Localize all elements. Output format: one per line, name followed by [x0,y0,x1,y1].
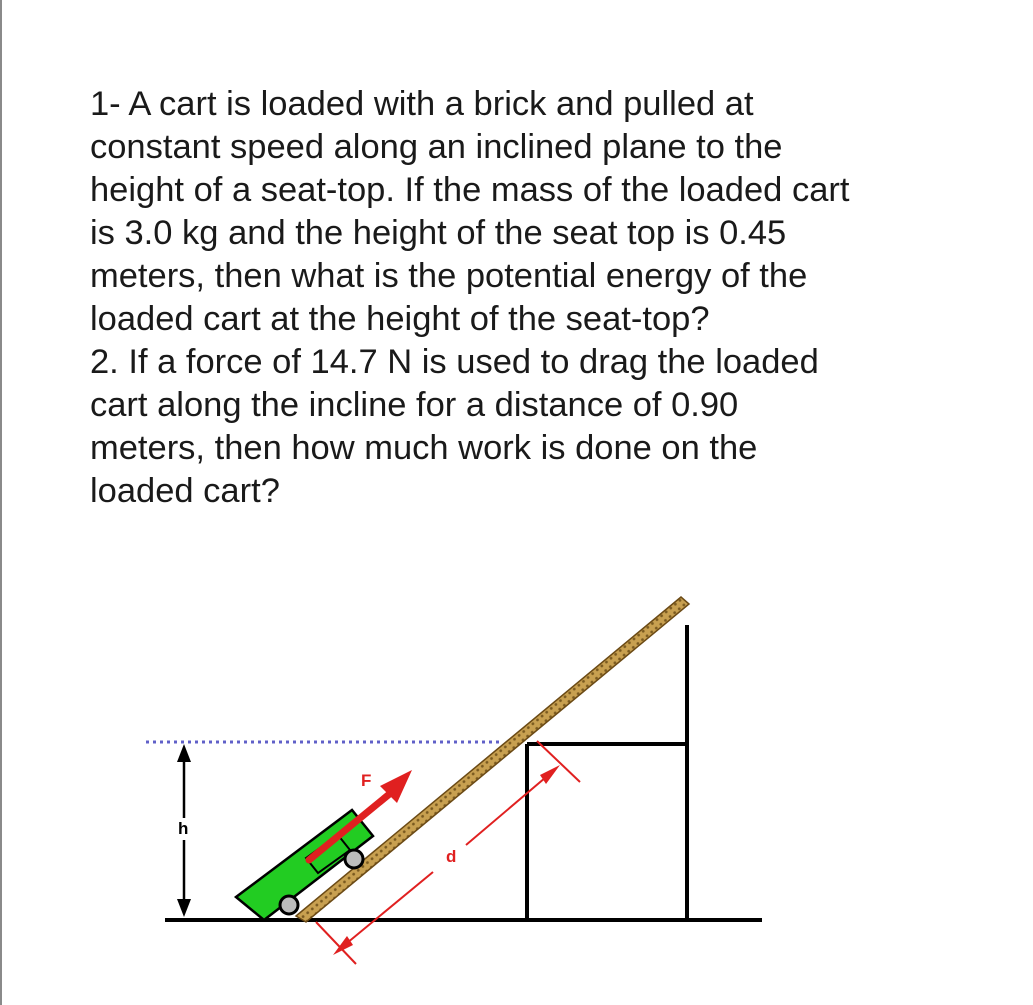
problem-line: is 3.0 kg and the height of the seat top is 0.45 [90,214,787,252]
problem-text [90,83,990,513]
problem-line: height of a seat-top. If the mass of the loaded cart [90,171,850,209]
distance-label: d [446,847,457,866]
problem-line: loaded cart? [90,472,280,510]
ramp [296,597,689,922]
problem-line: cart along the incline for a distance of 0.90 [90,386,739,424]
front-wheel [345,850,363,868]
height-label: h [178,819,189,838]
problem-line: constant speed along an inclined plane to the [90,128,783,166]
rear-wheel [280,896,298,914]
problem-line: meters, then what is the potential energy of the [90,257,808,295]
problem-line: 1- A cart is loaded with a brick and pulled at [90,85,754,123]
problem-line: meters, then how much work is done on the [90,429,758,467]
inclined-plane-diagram [0,560,1033,1005]
problem-line: 2. If a force of 14.7 N is used to drag the loaded [90,343,819,381]
force-label: F [361,771,372,790]
problem-line: loaded cart at the height of the seat-top? [90,300,710,338]
